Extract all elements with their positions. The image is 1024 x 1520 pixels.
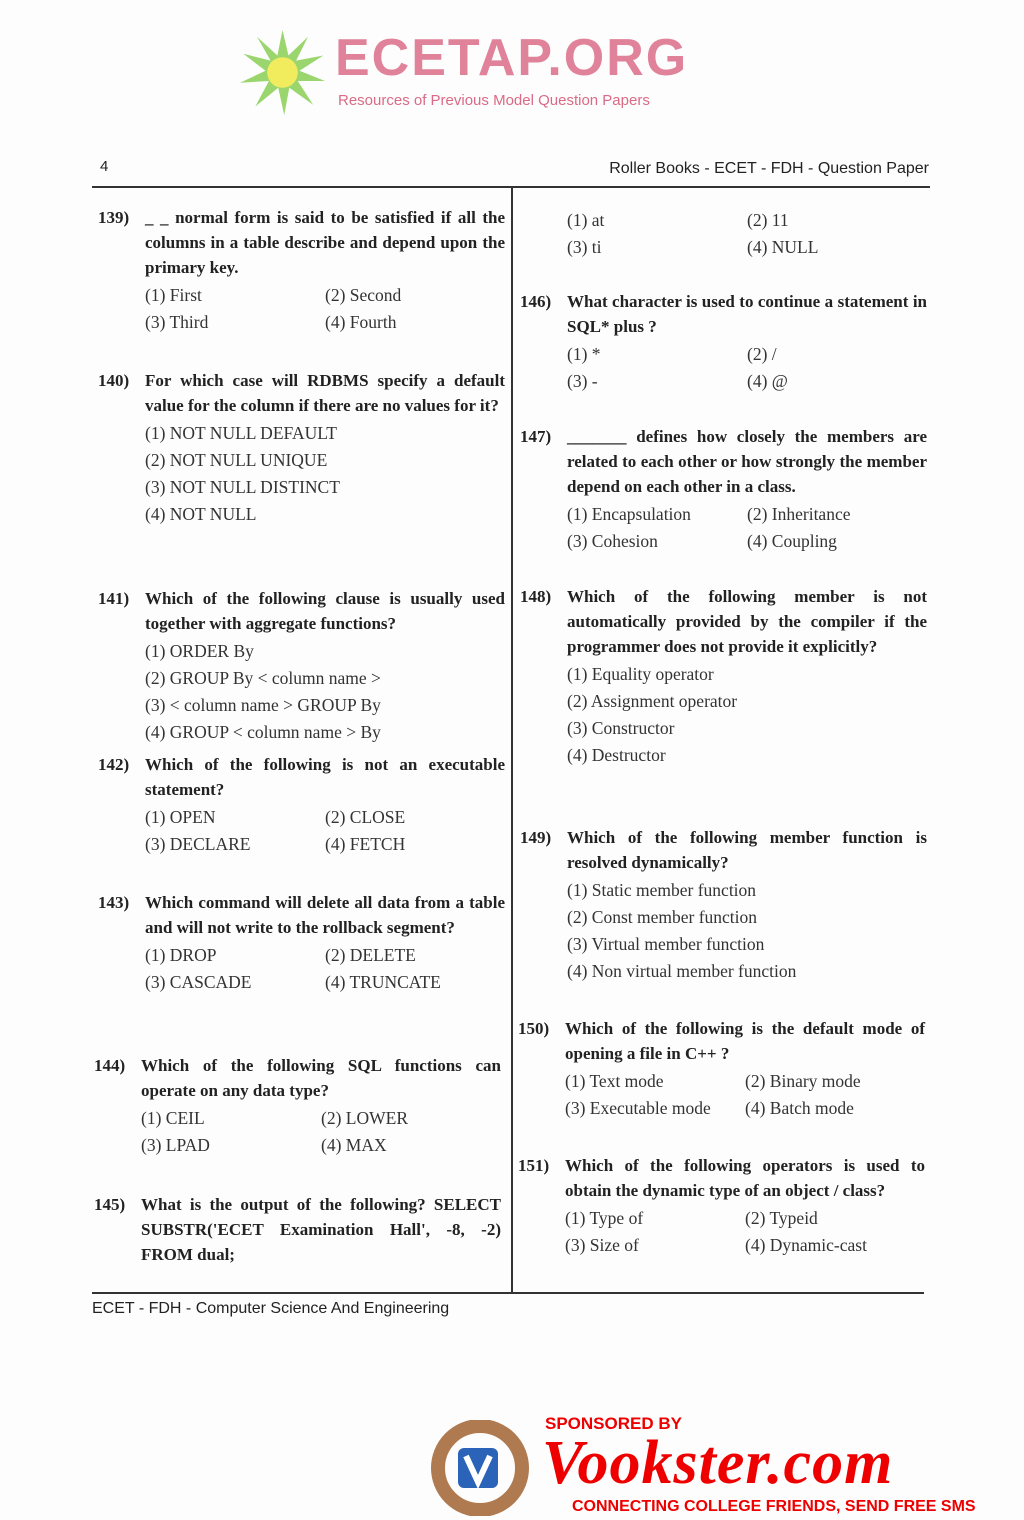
option: (2) / [747, 344, 777, 364]
option: (3) Size of [565, 1235, 639, 1255]
question-text: Which of the following member is not automatically provided by the compiler if the programmer does not provide it explicitly? [567, 587, 927, 656]
question-number: 141) [98, 589, 130, 608]
option: (4) Dynamic-cast [745, 1235, 867, 1255]
vookster-logo-icon [424, 1420, 536, 1516]
option: (1) Encapsulation [567, 504, 691, 524]
option: (4) Fourth [325, 312, 397, 332]
question-text: _ _ normal form is said to be satisfied if all the columns in a table describe and depend upon the primary key. [145, 208, 505, 277]
question-text: Which of the following is not an executable statement? [145, 755, 505, 799]
running-header: Roller Books - ECET - FDH - Question Paper [609, 160, 929, 177]
option: (3) Cohesion [567, 531, 658, 551]
option: (1) Type of [565, 1208, 644, 1228]
option: (4) FETCH [325, 834, 406, 854]
watermark [240, 30, 760, 120]
question-text: Which of the following SQL functions can operate on any data type? [141, 1056, 501, 1100]
option: (3) CASCADE [145, 972, 252, 992]
options [141, 1106, 504, 1157]
option: (2) CLOSE [325, 807, 406, 827]
question-number: 144) [94, 1056, 126, 1075]
option: (3) Virtual member function [567, 934, 765, 954]
question-145 [94, 1192, 504, 1267]
options [145, 639, 508, 744]
option: (1) * [567, 344, 601, 364]
question-text: Which of the following member function is resolved dynamically? [567, 828, 927, 872]
option: (2) NOT NULL UNIQUE [145, 450, 328, 470]
options [565, 1069, 928, 1120]
option: (1) ORDER By [145, 641, 254, 661]
option: (4) MAX [321, 1135, 387, 1155]
options [567, 502, 930, 553]
option: (2) Binary mode [745, 1071, 861, 1091]
option: (3) Third [145, 312, 209, 332]
question-number: 151) [518, 1156, 550, 1175]
question-151 [518, 1153, 928, 1257]
options [567, 878, 930, 983]
option: (4) TRUNCATE [325, 972, 441, 992]
question-number: 140) [98, 371, 130, 390]
option: (1) First [145, 285, 202, 305]
sponsor-tagline: CONNECTING COLLEGE FRIENDS, SEND FREE SMS [572, 1498, 976, 1515]
options [145, 421, 508, 526]
question-142 [98, 752, 508, 856]
question-text: _______ defines how closely the members are related to each other or how strongly the member depend on each other in a class. [567, 427, 927, 496]
option: (1) Static member function [567, 880, 757, 900]
option: (1) at [567, 210, 605, 230]
question-text: What is the output of the following? SELECT SUBSTR('ECET Examination Hall', -8, -2) FROM dual; [141, 1195, 501, 1264]
sponsored-label: SPONSORED BY [545, 1414, 682, 1433]
option: (4) Batch mode [745, 1098, 854, 1118]
option: (3) ti [567, 237, 602, 257]
option: (4) @ [747, 371, 788, 391]
option: (2) GROUP By < column name > [145, 668, 381, 688]
question-number: 146) [520, 292, 552, 311]
option: (3) Constructor [567, 718, 675, 738]
sponsor-brand: Vookster.com [542, 1429, 894, 1497]
option: (1) DROP [145, 945, 217, 965]
watermark-subtitle: Resources of Previous Model Question Papers [338, 92, 650, 109]
option: (4) NULL [747, 237, 819, 257]
option: (1) Text mode [565, 1071, 664, 1091]
question-text: Which of the following operators is used to obtain the dynamic type of an object / class? [565, 1156, 925, 1200]
option: (1) Equality operator [567, 664, 714, 684]
option: (2) LOWER [321, 1108, 408, 1128]
option: (2) Typeid [745, 1208, 818, 1228]
question-143 [98, 890, 508, 994]
question-number: 145) [94, 1195, 126, 1214]
question-text: For which case will RDBMS specify a default value for the column if there are no values for it? [145, 371, 505, 415]
option: (4) Destructor [567, 745, 666, 765]
options [565, 1206, 928, 1257]
question-148 [520, 584, 930, 767]
question-number: 150) [518, 1019, 550, 1038]
option: (1) NOT NULL DEFAULT [145, 423, 337, 443]
option: (2) Inheritance [747, 504, 851, 524]
question-144 [94, 1053, 504, 1157]
column-divider [511, 188, 513, 1292]
watermark-title: ECETAP.ORG [335, 29, 689, 87]
option: (3) - [567, 371, 598, 391]
option: (3) Executable mode [565, 1098, 711, 1118]
question-number: 139) [98, 208, 130, 227]
option: (2) 11 [747, 210, 789, 230]
question-number: 143) [98, 893, 130, 912]
option: (3) < column name > GROUP By [145, 695, 381, 715]
option: (4) GROUP < column name > By [145, 722, 381, 742]
option: (2) Second [325, 285, 402, 305]
question-number: 147) [520, 427, 552, 446]
footer-rule [92, 1292, 924, 1294]
question-146 [520, 289, 930, 393]
question-text: Which command will delete all data from a table and will not write to the rollback segment? [145, 893, 505, 937]
options [567, 662, 930, 767]
option: (4) NOT NULL [145, 504, 257, 524]
option: (1) OPEN [145, 807, 216, 827]
question-141 [98, 586, 508, 744]
question-149 [520, 825, 930, 983]
option: (3) NOT NULL DISTINCT [145, 477, 340, 497]
question-number: 142) [98, 755, 130, 774]
question-number: 149) [520, 828, 552, 847]
option: (2) DELETE [325, 945, 416, 965]
option: (2) Const member function [567, 907, 758, 927]
question-139 [98, 205, 508, 334]
page-number: 4 [100, 158, 109, 175]
options [145, 805, 508, 856]
option: (3) LPAD [141, 1135, 210, 1155]
question-text: What character is used to continue a statement in SQL* plus ? [567, 292, 927, 336]
option: (1) CEIL [141, 1108, 205, 1128]
question-text: Which of the following is the default mode of opening a file in C++ ? [565, 1019, 925, 1063]
question-150 [518, 1016, 928, 1120]
question-140 [98, 368, 508, 526]
option: (4) Coupling [747, 531, 837, 551]
question-147 [520, 424, 930, 553]
sponsor-banner[interactable] [420, 1412, 1024, 1520]
question-text: Which of the following clause is usually used together with aggregate functions? [145, 589, 505, 633]
options [145, 943, 508, 994]
running-footer: ECET - FDH - Computer Science And Engineering [92, 1300, 450, 1317]
option: (2) Assignment operator [567, 691, 738, 711]
question-number: 148) [520, 587, 552, 606]
option: (3) DECLARE [145, 834, 251, 854]
question-145-options [520, 205, 927, 259]
options [567, 342, 930, 393]
options [145, 283, 508, 334]
option: (4) Non virtual member function [567, 961, 797, 981]
starburst-logo-icon [240, 30, 325, 115]
